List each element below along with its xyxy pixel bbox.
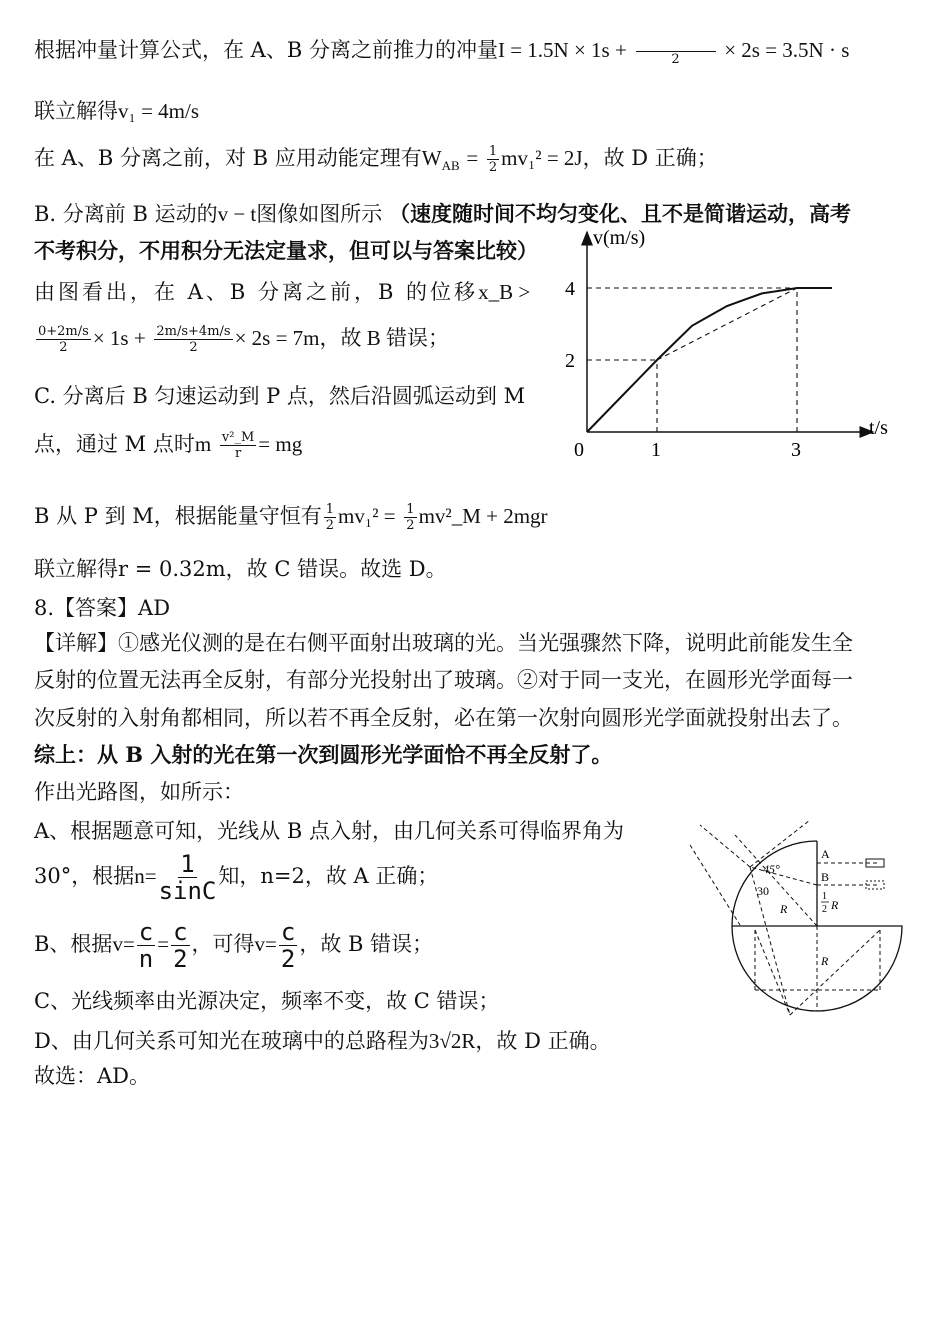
final-answer: 故选：AD。	[34, 1064, 151, 1088]
optics-diagram	[680, 815, 930, 1030]
solve-v1-line	[34, 95, 199, 125]
b-frac-1: $\frac{0+2m/s}{2}$	[38, 324, 89, 355]
label-A: A	[821, 847, 830, 861]
b2-frac-1: $\frac{c}{n}$	[138, 918, 154, 973]
b-prefix: B. 分离前 B 运动的	[34, 202, 218, 226]
c2-line: C、光线频率由光源决定，频率不变，故 C 错误；	[34, 989, 500, 1013]
impulse-tail: × 2s = 3.5N · s	[724, 38, 850, 62]
c-line-1: C. 分离后 B 匀速运动到 P 点，然后沿圆弧运动到 M	[34, 384, 526, 408]
label-half-num: 1	[822, 891, 827, 902]
b2-v2: v=	[254, 932, 277, 956]
b-seen-line	[34, 276, 530, 306]
reference-line	[657, 288, 797, 360]
label-half-R: R	[831, 898, 839, 912]
b2-line	[34, 920, 433, 971]
x-tick-label: 0	[574, 439, 584, 461]
label-45: 45°	[763, 862, 780, 876]
b2-prefix: B、根据	[34, 932, 113, 956]
b-mult-1: × 1s +	[92, 326, 146, 350]
label-B: B	[821, 870, 830, 884]
b-note-2: 不考积分，不用积分无法定量求，但可以与答案比较）	[34, 238, 538, 263]
b-note-1: （速度随时间不均匀变化、且不是简谐运动，高考	[388, 201, 851, 226]
work-right: mv₁² = 2J	[501, 146, 583, 170]
a-line-2-fraction: $\frac{1}{\sin C}$	[158, 850, 217, 905]
reflect-line-2	[790, 930, 880, 1015]
c-energy-tail: mv²_M + 2mgr	[418, 504, 548, 528]
b-frac-2: $\frac{2m/s+4m/s}{2}$	[156, 324, 231, 355]
b2-suffix: ，故 B 错误；	[299, 932, 434, 956]
b2-frac-3: $\frac{c}{2}$	[280, 918, 296, 973]
normal-line	[735, 835, 817, 926]
d2-line	[34, 1025, 611, 1055]
b-vt: v − t	[217, 202, 257, 226]
a-line-1: A、根据题意可知，光线从 B 点入射，由几何关系可得临界角为	[34, 819, 624, 843]
b-mid: 图像如图所示	[256, 202, 383, 226]
impulse-formula: I = 1.5N × 1s +	[497, 38, 627, 62]
c-line-2-fraction: $\frac{\text{v²\_M}}{r}$	[221, 430, 255, 461]
c-line-2	[34, 428, 302, 460]
impulse-line	[34, 34, 849, 66]
x-tick-label: 3	[791, 439, 801, 461]
work-sub: AB	[441, 158, 460, 174]
c-energy-frac-1: $\frac{1}{2}$	[325, 502, 335, 533]
x-axis-label: t/s	[869, 417, 888, 439]
impulse-fraction: 2	[636, 37, 716, 66]
b-calc-line	[34, 322, 449, 354]
detail-line-2: 反射的位置无法再全反射，有部分光投射出了玻璃。②对于同一支光，在圆形光学面每一	[34, 668, 853, 692]
q8-answer: 8.【答案】AD	[34, 596, 171, 620]
a-line-2-suffix: 知，n=2，故 A 正确；	[218, 864, 439, 888]
d2-prefix: D、由几何关系可知光在玻璃中的总路程为	[34, 1029, 429, 1053]
detail-summary: 综上：从 B 入射的光在第一次到圆形光学面恰不再全反射了。	[34, 742, 613, 767]
solve-v1-formula: v₁ = 4m/s	[118, 99, 200, 123]
c-energy-line	[34, 500, 548, 532]
a-line-2	[34, 852, 438, 903]
a-line-2-n: n=	[134, 864, 157, 888]
work-w: W	[421, 146, 442, 170]
c-solve-line: 联立解得r = 0.32m，故 C 错误。故选 D。	[34, 557, 447, 581]
impulse-text: 根据冲量计算公式，在 A、B 分离之前推力的冲量	[34, 38, 498, 62]
b-seen-formula: x_B >	[478, 280, 531, 304]
c-energy-mid: mv₁² =	[338, 504, 396, 528]
work-prefix: 在 A、B 分离之前，对 B 应用动能定理有	[34, 146, 422, 170]
label-R2: R	[821, 954, 829, 968]
reflect-line-3	[755, 930, 790, 1015]
refract-line	[700, 825, 750, 867]
b2-v1: v=	[112, 932, 135, 956]
label-R: R	[780, 902, 788, 916]
work-eq: =	[466, 146, 479, 170]
draw-path-line: 作出光路图，如所示：	[34, 780, 244, 804]
c-energy-frac-2: $\frac{1}{2}$	[406, 502, 415, 533]
solve-v1-prefix: 联立解得	[34, 99, 118, 123]
c-line-2-prefix: 点，通过 M 点时	[34, 432, 195, 456]
d2-formula: 3√2R	[428, 1029, 476, 1053]
y-tick-label: 2	[565, 350, 575, 372]
y-axis-label: v(m/s)	[593, 227, 646, 249]
work-fraction: $\frac{1}{2}$	[488, 144, 498, 175]
a-line-2-prefix: 30°，根据	[34, 864, 135, 888]
b2-mid: ，可得	[191, 932, 255, 956]
label-half-den: 2	[822, 904, 827, 915]
b2-frac-2: $\frac{c}{2}$	[173, 918, 188, 973]
b2-eq: =	[157, 932, 170, 956]
b-mult-2: × 2s = 7m，故 B 错误；	[234, 326, 450, 350]
c-line-2-eq: = mg	[258, 432, 303, 456]
work-line	[34, 142, 718, 174]
b-seen-prefix: 由图看出，在 A、B 分离之前，B 的位移	[34, 280, 479, 304]
d2-suffix: ，故 D 正确。	[475, 1029, 611, 1053]
work-suffix: ，故 D 正确；	[582, 146, 718, 170]
x-tick-label: 1	[651, 439, 661, 461]
ray-b-in	[750, 867, 817, 885]
label-30: 30	[757, 884, 769, 898]
c-line-2-m: m	[194, 432, 212, 456]
refract-line-2	[750, 820, 810, 867]
detail-line-1: 【详解】①感光仪测的是在右侧平面射出玻璃的光。当光强骤然下降，说明此前能发生全	[34, 631, 853, 655]
detail-line-3: 次反射的入射角都相同，所以若不再全反射，必在第一次射向圆形光学面就投射出去了。	[34, 706, 853, 730]
left-ray	[690, 845, 740, 925]
c-energy-prefix: B 从 P 到 M，根据能量守恒有	[34, 504, 322, 528]
vt-chart	[555, 222, 915, 462]
y-tick-label: 4	[565, 278, 575, 300]
